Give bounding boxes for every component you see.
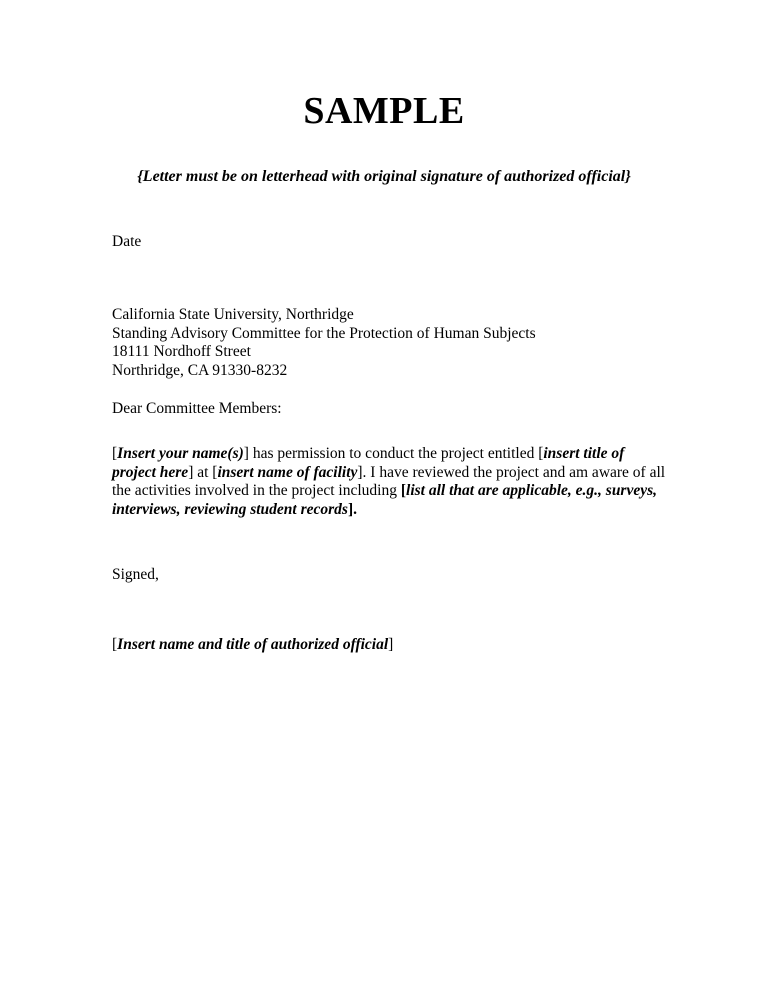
body-text-3: ]. I have reviewed the project and am aware of all the activities involved in the project including: [112, 463, 666, 499]
name-placeholder: Insert your name(s): [117, 445, 244, 462]
salutation: Dear Committee Members:: [112, 400, 282, 417]
signature-bracket-open: [: [112, 636, 118, 653]
letterhead-instruction: {Letter must be on letterhead with original signature of authorized official}: [137, 168, 631, 185]
closing: Signed,: [112, 566, 159, 583]
activities-bracket-close: ].: [347, 500, 357, 518]
official-placeholder: Insert name and title of authorized official: [117, 636, 389, 653]
date-line: Date: [112, 233, 142, 250]
address-line-city: Northridge, CA 91330-8232: [112, 361, 288, 379]
activities-placeholder: list all that are applicable, e.g., surveys, interviews, reviewing student records: [112, 482, 658, 518]
address-line-street: 18111 Nordhoff Street: [112, 343, 251, 360]
recipient-address: [112, 306, 672, 380]
project-title-placeholder: insert title of project here: [112, 445, 625, 481]
signature-line: [112, 636, 672, 655]
body-paragraph: [112, 445, 672, 519]
activities-bracket-open: [: [400, 482, 407, 499]
facility-placeholder: insert name of facility: [217, 463, 358, 481]
address-line-committee: Standing Advisory Committee for the Protection of Human Subjects: [112, 324, 536, 342]
bracket-open: [: [112, 445, 118, 462]
body-text-1: ] has permission to conduct the project entitled [: [243, 445, 544, 462]
signature-bracket-close: ]: [388, 636, 394, 653]
page-title: SAMPLE: [303, 90, 465, 132]
body-text-2: ] at [: [188, 463, 218, 481]
address-line-institution: California State University, Northridge: [112, 306, 354, 323]
